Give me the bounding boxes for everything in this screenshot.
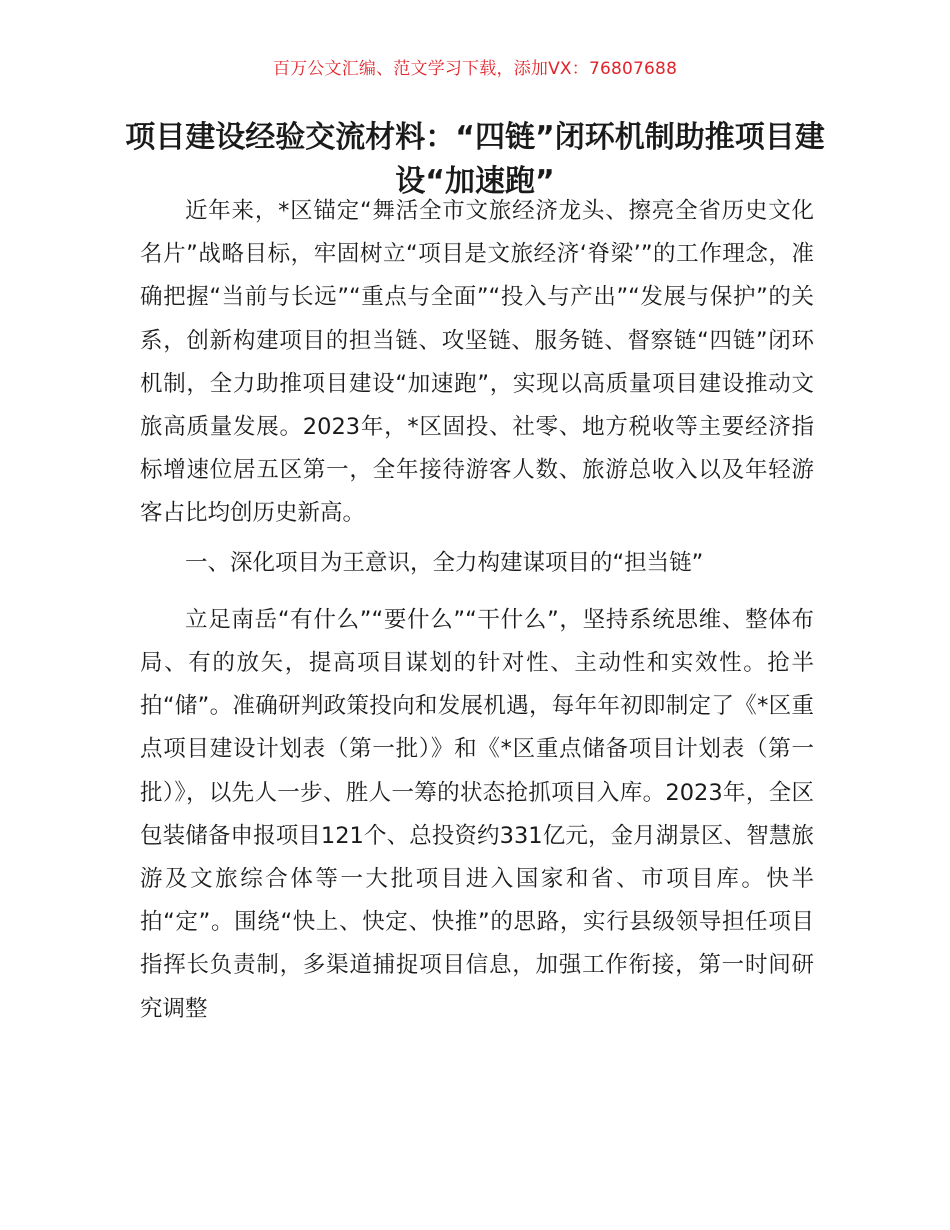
section-1-paragraph: 立足南岳“有什么”“要什么”“干什么”，坚持系统思维、整体布局、有的放矢，提高项目谋划的针对性、主动性和实效性。抢半拍“储”。准确研判政策投向和发展机遇，每年年初即制定了《*区重点项目建设计划表（第一批）》和《*区重点储备项目计划表（第一批）》，以先人一步、胜人一筹的状态抢抓项目入库。2023年，全区包装储备申报项目121个、总投资约331亿元，金月湖景区、智慧旅游及文旅综合体等一大批项目进入国家和省、市项目库。快半拍“定”。围绕“快上、快定、快推”的思路，实行县级领导担任项目指挥长负责制，多渠道捕捉项目信息，加强工作衔接，第一时间研究调整 [140,606,814,1022]
document-title: 项目建设经验交流材料：“四链”闭环机制助推项目建设“加速跑” [125,120,825,199]
document-body [140,190,814,1037]
intro-paragraph: 近年来，*区锚定“舞活全市文旅经济龙头、擦亮全省历史文化名片”战略目标，牢固树立“项目是文旅经济‘脊梁’”的工作理念，准确把握“当前与长远”“重点与全面”“投入与产出”“发展与保护”的关系，创新构建项目的担当链、攻坚链、服务链、督察链“四链”闭环机制，全力助推项目建设“加速跑”，实现以高质量项目建设推动文旅高质量发展。2023年，*区固投、社零、地方税收等主要经济指标增速位居五区第一，全年接待游客人数、旅游总收入以及年轻游客占比均创历史新高。 [140,198,814,527]
header-watermark-note: 百万公文汇编、范文学习下载，添加VX：76807688 [272,59,678,79]
section-heading-1: 一、深化项目为王意识，全力构建谋项目的“担当链” [185,549,704,576]
